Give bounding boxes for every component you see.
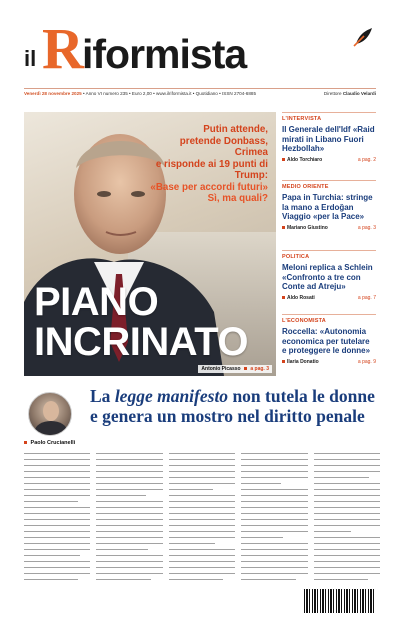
- author-avatar: [28, 392, 72, 436]
- issue-details: • Anno VI numero 235 • Euro 2,00 • www.ilriformista.it • Quotidiano • ISSN 2704-6885: [83, 91, 256, 96]
- story-author: Ilaria Donatio: [287, 358, 319, 365]
- text-line: [241, 576, 295, 582]
- lead-byline: [198, 365, 272, 373]
- kicker-line: e risponde ai 19 punti di Trump:: [155, 158, 268, 181]
- logo-il: il: [24, 46, 37, 71]
- headline-line: PIANO: [34, 280, 159, 324]
- sidebar: [282, 112, 376, 376]
- story-page-ref[interactable]: a pag. 2: [357, 156, 376, 163]
- bullet-icon: [244, 367, 247, 370]
- text-line: [169, 576, 223, 582]
- sidebar-story[interactable]: [282, 112, 376, 163]
- opinion-body: [24, 450, 380, 586]
- bullet-icon: [282, 158, 285, 161]
- lead-headline[interactable]: [34, 282, 248, 362]
- column-lines: [24, 450, 90, 582]
- avatar-face: [43, 401, 59, 421]
- issue-info: [24, 91, 256, 96]
- barcode: [304, 589, 376, 613]
- story-byline: [282, 157, 376, 163]
- kicker-line: «Base per accordi futuri»: [150, 181, 268, 193]
- kicker-line: pretende Donbass, Crimea: [179, 135, 268, 158]
- kicker-line: Putin attende,: [203, 124, 268, 135]
- masthead: [24, 16, 376, 81]
- headline-part: non tutela le donne e genera un mostro nel diritto penale: [90, 386, 375, 426]
- story-byline: [282, 225, 376, 231]
- story-author: Mariano Giustino: [287, 224, 328, 231]
- story-category: L'ECONOMISTA: [282, 318, 326, 324]
- logo-r: R: [42, 16, 84, 81]
- story-category: POLITICA: [282, 254, 310, 260]
- bullet-icon: [282, 226, 285, 229]
- story-author: Aldo Rosati: [287, 294, 315, 301]
- column-lines: [314, 450, 380, 582]
- story-category: L'INTERVISTA: [282, 116, 322, 122]
- opinion-byline: [24, 440, 75, 446]
- story-page-ref[interactable]: a pag. 3: [357, 224, 376, 231]
- column-lines: [169, 450, 235, 582]
- story-headline[interactable]: Papa in Turchia: stringe la mano a Erdoğan Viaggio «per la Pace»: [282, 193, 373, 222]
- column-lines: [96, 450, 162, 582]
- opinion-author: Paolo Crucianelli: [30, 440, 76, 446]
- director-name: Claudio Velardi: [342, 91, 376, 96]
- sidebar-story[interactable]: [282, 250, 376, 301]
- lead-page-ref[interactable]: a pag. 3: [250, 366, 269, 372]
- story-byline: [282, 295, 376, 301]
- story-headline[interactable]: Roccella: «Autonomia economica per tutelare e proteggere le donne»: [282, 327, 371, 356]
- text-line: [314, 576, 368, 582]
- opinion-headline[interactable]: [90, 386, 380, 426]
- sidebar-story[interactable]: [282, 180, 376, 231]
- bullet-icon: [282, 360, 285, 363]
- story-headline[interactable]: Meloni replica a Schlein «Confronto a tre con Conte ad Atreju»: [282, 263, 373, 292]
- bullet-icon: [24, 441, 27, 444]
- lead-author: Antonio Picasso: [201, 366, 241, 372]
- headline-part: La: [90, 386, 115, 406]
- headline-emphasis: legge manifesto: [114, 386, 229, 406]
- avatar-body: [35, 421, 67, 436]
- text-column: [24, 450, 90, 586]
- story-page-ref[interactable]: a pag. 9: [357, 358, 376, 365]
- story-author: Aldo Torchiaro: [287, 156, 323, 163]
- director: [324, 91, 376, 96]
- lead-kicker: [144, 124, 268, 205]
- text-line: [24, 576, 78, 582]
- story-byline: [282, 359, 376, 365]
- story-category: MEDIO ORIENTE: [282, 184, 329, 190]
- text-line: [96, 576, 150, 582]
- page-footer: [24, 589, 376, 613]
- column-lines: [241, 450, 307, 582]
- bullet-icon: [282, 296, 285, 299]
- issue-info-bar: [24, 88, 376, 98]
- director-label: Direttore: [323, 91, 342, 96]
- kicker-line: Sì, ma quali?: [207, 193, 268, 204]
- text-column: [241, 450, 307, 586]
- text-column: [169, 450, 235, 586]
- logo-leaf-icon: [352, 26, 374, 48]
- text-column: [96, 450, 162, 586]
- lead-story[interactable]: [24, 112, 276, 376]
- headline-line: INCRINATO: [34, 320, 249, 364]
- issue-date: Venerdì 28 novembre 2025: [24, 91, 82, 96]
- story-page-ref[interactable]: a pag. 7: [357, 294, 376, 301]
- text-column: [314, 450, 380, 586]
- sidebar-story[interactable]: [282, 314, 376, 365]
- logo-text: iformista: [82, 31, 247, 77]
- story-headline[interactable]: Il Generale dell'Idf «Raid mirati in Libano Fuori Hezbollah»: [282, 125, 375, 154]
